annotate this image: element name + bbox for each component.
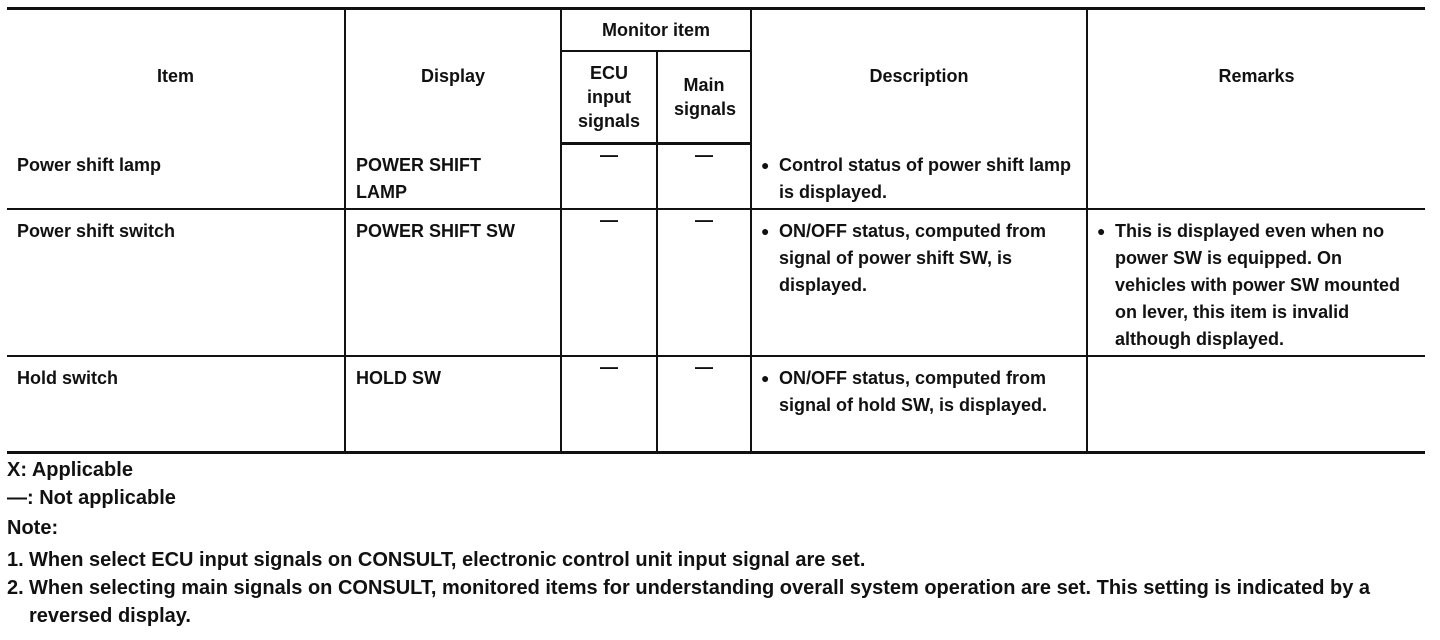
note-title: Note: bbox=[7, 517, 59, 539]
legend-not-applicable: —: Not applicable bbox=[7, 487, 176, 509]
cell-description: ● ON/OFF status, computed from signal of hold SW, is displayed. bbox=[751, 356, 1087, 453]
note-text: When select ECU input signals on CONSULT, electronic control unit input signal are set. bbox=[29, 549, 866, 571]
cell-remarks bbox=[1087, 144, 1425, 210]
cell-display: HOLD SW bbox=[345, 356, 561, 453]
bullet-icon: ● bbox=[761, 370, 770, 386]
cell-ecu: — bbox=[561, 144, 657, 210]
table-row bbox=[7, 356, 1425, 453]
note-item bbox=[7, 546, 1425, 574]
bullet-icon: ● bbox=[1097, 223, 1106, 239]
bullet-icon: ● bbox=[761, 223, 770, 239]
note-number: 1. bbox=[7, 549, 24, 571]
note-text: When selecting main signals on CONSULT, monitored items for understanding overall system operation are set. This setting is indicated by a reversed display. bbox=[29, 577, 1371, 627]
table-footer bbox=[7, 456, 1425, 630]
header-item: Item bbox=[7, 9, 345, 144]
header-display: Display bbox=[345, 9, 561, 144]
cell-main: — bbox=[657, 356, 751, 453]
note-item bbox=[7, 574, 1425, 630]
table-row bbox=[7, 209, 1425, 356]
header-main-signals: Main signals bbox=[657, 51, 751, 144]
cell-item: Power shift lamp bbox=[7, 144, 345, 210]
cell-remarks bbox=[1087, 356, 1425, 453]
header-description: Description bbox=[751, 9, 1087, 144]
note-number: 2. bbox=[7, 577, 24, 599]
cell-remarks: ● This is displayed even when no power SW is equipped. On vehicles with power SW mounted on lever, this item is invalid although displayed. bbox=[1087, 209, 1425, 356]
monitor-item-table bbox=[7, 7, 1425, 454]
cell-description: ● ON/OFF status, computed from signal of power shift SW, is displayed. bbox=[751, 209, 1087, 356]
cell-description: ● Control status of power shift lamp is displayed. bbox=[751, 144, 1087, 210]
cell-item: Hold switch bbox=[7, 356, 345, 453]
cell-ecu: — bbox=[561, 356, 657, 453]
note-list bbox=[7, 546, 1425, 630]
cell-main: — bbox=[657, 209, 751, 356]
cell-ecu: — bbox=[561, 209, 657, 356]
header-row bbox=[7, 9, 1425, 52]
table-row bbox=[7, 144, 1425, 210]
cell-display: POWER SHIFT SW bbox=[345, 209, 561, 356]
cell-display: POWER SHIFT LAMP bbox=[345, 144, 561, 210]
header-monitor-item: Monitor item bbox=[561, 9, 751, 52]
cell-item: Power shift switch bbox=[7, 209, 345, 356]
cell-main: — bbox=[657, 144, 751, 210]
bullet-icon: ● bbox=[761, 156, 770, 173]
legend-applicable: X: Applicable bbox=[7, 459, 133, 481]
header-remarks: Remarks bbox=[1087, 9, 1425, 144]
header-ecu-input-signals: ECU input signals bbox=[561, 51, 657, 144]
